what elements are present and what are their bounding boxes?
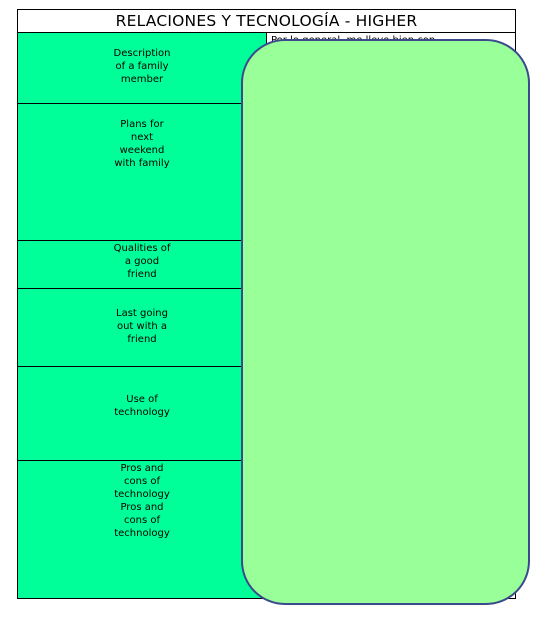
row-label-line: Use of — [126, 394, 158, 405]
row-label-line: friend — [127, 269, 157, 280]
row-label-line: Pros and — [120, 463, 164, 474]
row-label-line: Qualities of — [113, 243, 171, 254]
row-label — [18, 367, 267, 461]
row-label — [18, 241, 267, 289]
page-title: RELACIONES Y TECNOLOGÍA - HIGHER — [18, 10, 516, 33]
row-label-line: Description — [113, 48, 171, 59]
row-label-line: member — [120, 74, 164, 85]
row-label-line: next — [130, 132, 154, 143]
cover-shape — [241, 39, 530, 605]
row-label-line: technology — [114, 528, 170, 539]
row-label-line: Pros and — [120, 502, 164, 513]
row-label-line: technology — [114, 489, 170, 500]
row-label-line: Plans for — [120, 119, 164, 130]
row-label-line: Last going — [116, 308, 168, 319]
row-label-line: cons of — [124, 476, 160, 487]
row-label-line: with family — [114, 158, 170, 169]
row-label — [18, 289, 267, 367]
row-label — [18, 461, 267, 599]
row-label-line: a good — [124, 256, 160, 267]
row-label — [18, 33, 267, 104]
row-label — [18, 104, 267, 241]
row-label-line: cons of — [124, 515, 160, 526]
row-label-line: friend — [127, 334, 157, 345]
row-label-line: weekend — [119, 145, 165, 156]
row-label-line: technology — [114, 407, 170, 418]
row-label-line: out with a — [116, 321, 168, 332]
row-label-line: of a family — [115, 61, 169, 72]
